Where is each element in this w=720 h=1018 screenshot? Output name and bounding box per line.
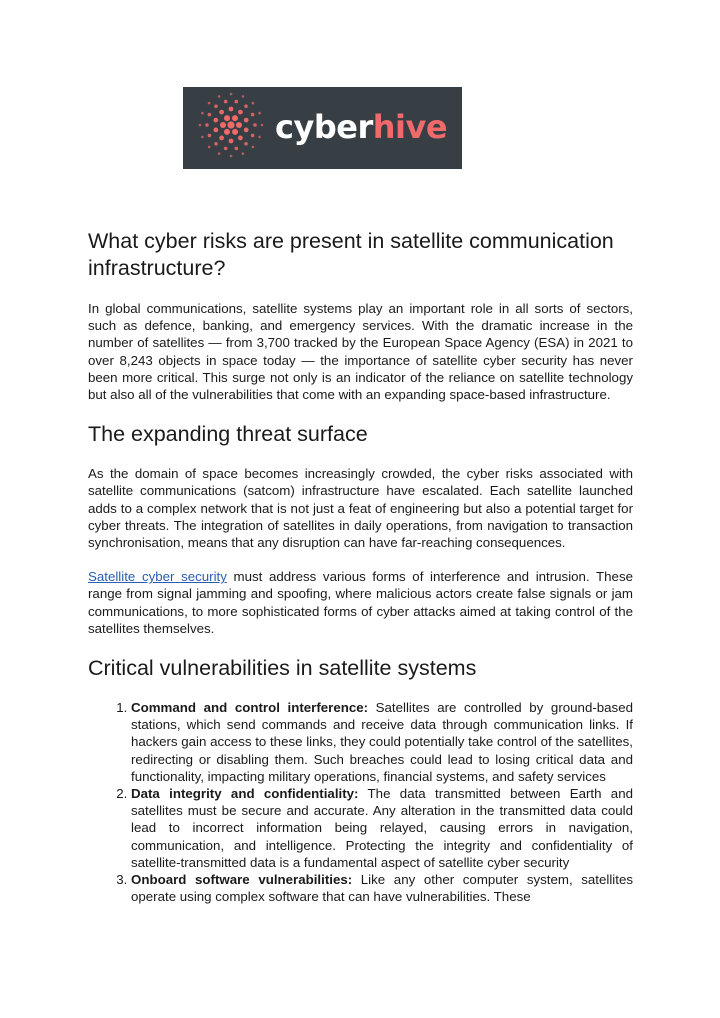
hive-dot: [214, 142, 218, 146]
hive-dot: [252, 146, 255, 149]
vulnerabilities-list: [88, 699, 633, 905]
hive-dot: [253, 123, 257, 127]
hive-dot: [230, 155, 233, 158]
hive-dot: [236, 122, 242, 128]
list-item-title: Onboard software vulnerabilities:: [131, 872, 353, 888]
hive-dot: [229, 107, 234, 112]
hive-dot: [208, 102, 211, 105]
satellite-security-text: must address various forms of interference and intrusion. These range from signal jamming and spoofing, where malicious actors create false signals or jam communications, to more sophisticated forms of cyber attacks aimed at taking control of the satellites themselves.: [88, 569, 633, 636]
hive-dot: [220, 122, 226, 128]
hive-dot: [238, 110, 243, 115]
hive-dot: [219, 136, 224, 141]
hive-dot: [244, 142, 248, 146]
list-item: [131, 785, 633, 871]
hive-dot: [224, 115, 230, 121]
hive-dot: [261, 124, 264, 127]
logo-wordmark: [275, 105, 447, 149]
hive-dot: [214, 104, 218, 108]
list-item-text: The data transmitted between Earth and satellites must be secure and accurate. Any alteration in the transmitted data could lead to incorrect information being relayed, causing errors in navigation, communication, and intelligence. Protecting the integrity and confidentiality of satellite-transmitted data is a fundamental aspect of satellite cyber security: [131, 786, 633, 870]
hive-dot: [232, 129, 238, 135]
list-item-text: Like any other computer system, satellites operate using complex software that can have vulnerabilities. These: [131, 872, 633, 905]
section-heading-threat-surface: The expanding threat surface: [88, 422, 368, 447]
hive-dot: [208, 146, 211, 149]
hive-dot: [208, 134, 212, 138]
hive-dot: [199, 124, 202, 127]
hive-dot: [242, 95, 245, 98]
hive-dot: [242, 152, 245, 155]
hive-dot: [205, 123, 209, 127]
list-item: [131, 699, 633, 785]
hive-dot: [224, 147, 228, 151]
hive-dot: [238, 136, 243, 141]
cyberhive-logo: [183, 87, 462, 169]
hive-dot: [235, 147, 239, 151]
article-body: [88, 228, 633, 905]
hive-dot: [213, 118, 218, 123]
list-item-title: Command and control interference:: [131, 700, 369, 716]
hive-dot: [218, 152, 221, 155]
hive-dot: [251, 134, 255, 138]
section-heading-critical-vulnerabilities: Critical vulnerabilities in satellite systems: [88, 656, 477, 681]
list-item-title: Data integrity and confidentiality:: [131, 786, 359, 802]
hive-dot: [244, 118, 249, 123]
threat-surface-paragraph: As the domain of space becomes increasingly crowded, the cyber risks associated with satellite communications (satcom) infrastructure have escalated. Each satellite launched adds to a complex network that is not just a feat of engineering but also a potential target for cyber threats. The integration of satellites in daily operations, from navigation to transaction synchronisation, means that any disruption can have far-reaching consequences.: [88, 466, 633, 551]
article-title: What cyber risks are present in satellite communication infrastructure?: [88, 229, 614, 280]
hive-dot: [218, 95, 221, 98]
list-item-text: Satellites are controlled by ground-based stations, which send commands and receive data through communication links. If hackers gain access to these links, they could potentially take control of the satellites, redirecting or disabling them. Such breaches could lead to losing critical data and functionality, impacting military operations, financial systems, and safety services: [131, 700, 633, 784]
hive-dot: [229, 139, 234, 144]
hive-dot: [244, 128, 249, 133]
hive-dot: [201, 136, 204, 139]
dot-hive-icon: [183, 87, 273, 169]
list-item: [131, 871, 633, 905]
hive-dot: [251, 113, 255, 117]
hive-dot: [235, 100, 239, 104]
hive-dot: [224, 129, 230, 135]
hive-dot: [232, 115, 238, 121]
hive-dot: [244, 104, 248, 108]
satellite-cyber-security-link[interactable]: Satellite cyber security: [88, 569, 227, 585]
hive-dot: [201, 112, 204, 115]
hive-dot: [258, 136, 261, 139]
logo-brand-hive: hive: [372, 108, 448, 146]
hive-dot: [224, 100, 228, 104]
hive-dot: [208, 113, 212, 117]
hive-dot: [252, 102, 255, 105]
hive-dot: [258, 112, 261, 115]
hive-dot: [213, 128, 218, 133]
hive-dot: [219, 110, 224, 115]
satellite-security-paragraph: [88, 568, 633, 637]
logo-brand-cyber: cyber: [275, 108, 373, 146]
hive-dot: [230, 93, 233, 96]
hive-dot: [227, 121, 234, 128]
intro-paragraph: In global communications, satellite systems play an important role in all sorts of sectors, such as defence, banking, and emergency services. With the dramatic increase in the number of satellites — from 3,700 tracked by the European Space Agency (ESA) in 2021 to over 8,243 objects in space today — the importance of satellite cyber security has never been more critical. This surge not only is an indicator of the reliance on satellite technology but also all of the vulnerabilities that come with an expanding space-based infrastructure.: [88, 301, 633, 403]
